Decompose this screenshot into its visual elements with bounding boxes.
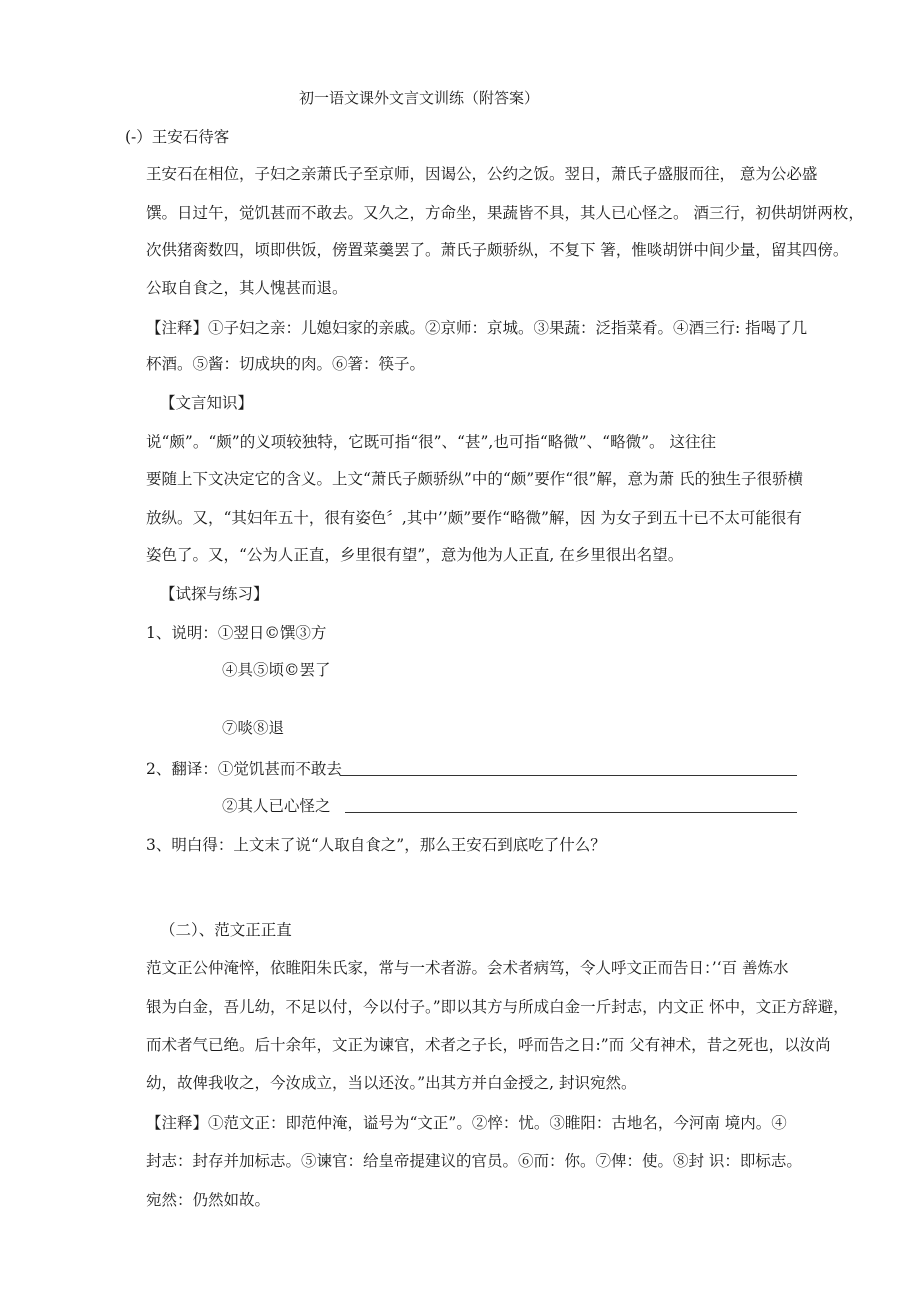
section2-passage-line: 银为白金，吾儿幼，不足以付，今以付子。”即以其方与所成白金一斤封志，内文正 怀中，文正方辞避， — [146, 998, 849, 1016]
knowledge-line: 放纵。又，“其妇年五十，很有姿色〞,其中’’颇”要作“略微”解，因 为女子到五十已不太可能很有 — [146, 509, 802, 527]
section2-notes-line: 宛然：仍然如故。 — [146, 1191, 271, 1209]
answer-blank[interactable] — [345, 812, 797, 813]
section1-passage-line: 馔。日过午，觉饥甚而不敢去。又久之，方命坐，果蔬皆不具，其人已心怪之。 酒三行，初供胡饼两枚， — [146, 204, 864, 222]
knowledge-line: 姿色了。又，“公为人正直，乡里很有望”，意为他为人正直, 在乡里很出名望。 — [146, 546, 684, 564]
section1-passage-line: 次供猪脔数四，顷即供饭，傍置菜羹罢了。萧氏子颇骄纵，不复下 箸，惟啖胡饼中间少量，留其四傍。 — [146, 241, 849, 259]
section1-notes-line: 杯酒。⑤酱：切成块的肉。⑥箸：筷子。 — [146, 355, 426, 373]
section1-heading: (-）王安石待客 — [125, 128, 230, 146]
section2-heading: （二）、范文正正直 — [160, 921, 292, 939]
practice-heading: 【试探与练习】 — [160, 585, 269, 603]
section2-notes-line: 封志：封存并加标志。⑤谏官：给皇帝提建议的官员。⑥而：你。⑦俾：使。⑧封 识：即标志。 — [146, 1152, 802, 1170]
question-2-line: 2、翻译：①觉饥甚而不敢去 — [146, 760, 342, 778]
section2-passage-line: 而术者气已绝。后十余年，文正为谏官，术者之子长，呼而告之日:”而 父有神术，昔之死也，以汝尚 — [146, 1036, 831, 1054]
question-2-line: ②其人已心怪之 — [222, 797, 331, 815]
knowledge-heading: 【文言知识】 — [160, 394, 254, 412]
section2-notes-line: 【注释】①范文正：即范仲淹，谥号为“文正”。②悴：忧。③睢阳：古地名，今河南 境内。④ — [146, 1114, 787, 1132]
section1-passage-line: 王安石在相位，子妇之亲萧氏子至京师，因谒公，公约之饭。翌日，萧氏子盛服而往， 意为公必盛 — [146, 165, 818, 183]
section1-passage-line: 公取自食之，其人愧甚而退。 — [146, 279, 348, 297]
question-3: 3、明白得：上文末了说“人取自食之”，那么王安石到底吃了什么？ — [146, 836, 606, 854]
question-1-line: ⑦啖⑧退 — [222, 719, 285, 737]
document-title: 初一语文课外文言文训练（附答案） — [299, 89, 540, 107]
knowledge-line: 要随上下文决定它的含义。上文“萧氏子颇骄纵”中的“颇”要作“很”解，意为萧 氏的独生子很骄横 — [146, 470, 803, 488]
answer-blank[interactable] — [340, 775, 797, 776]
section2-passage-line: 幼，故俾我收之，今汝成立，当以还汝。”出其方并白金授之, 封识宛然。 — [146, 1074, 637, 1092]
section2-passage-line: 范文正公仲淹悴，依睢阳朱氏家，常与一术者游。会术者病笃，令人呼文正而告日：’‘百 善炼水 — [146, 959, 789, 977]
knowledge-line: 说“颇”。“颇”的义项较独特，它既可指“很”、“甚”,也可指“略微”、“略微”。 这往往 — [146, 433, 716, 451]
section1-notes-line: 【注释】①子妇之亲：儿媳妇家的亲戚。②京师：京城。③果蔬：泛指菜肴。④酒三行: 指喝了几 — [146, 319, 808, 337]
question-1-line: ④具⑤顷©罢了 — [222, 661, 331, 679]
question-1-line: 1、说明：①翌日©馔③方 — [146, 624, 327, 642]
